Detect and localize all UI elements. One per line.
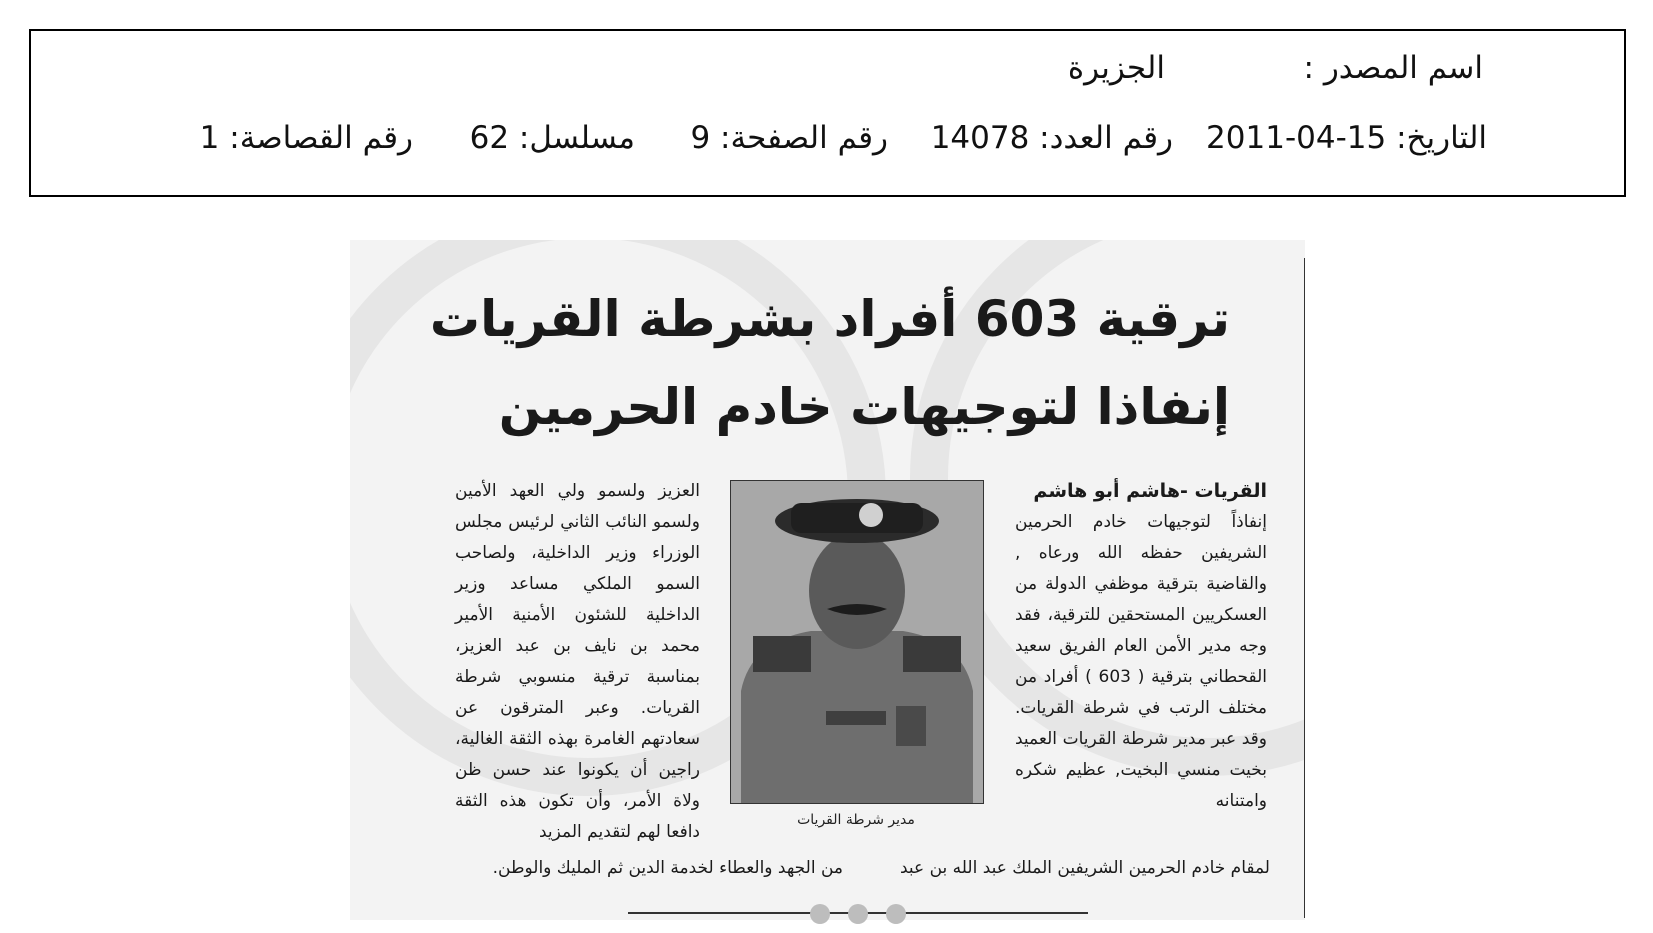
- serial-number: مسلسل: 62: [469, 120, 635, 156]
- closing-line-right: لمقام خادم الحرمين الشريفين الملك عبد الله بن عبد: [899, 858, 1270, 878]
- officer-portrait-icon: [731, 481, 983, 803]
- left-column-text: العزيز ولسمو ولي العهد الأمين ولسمو النائب الثاني لرئيس مجلس الوزراء وزير الداخلية، ولصاحب السمو الملكي مساعد وزير الداخلية للشئون الأمنية الأمير محمد بن نايف بن عبد العزيز، بمناسبة ترقية منسوبي شرطة القريات. وعبر المترقون عن سعادتهم الغامرة بهذه الثقة الغالية، راجين أن يكونوا عند حسن ظن ولاة الأمر، وأن تكون هذه الثقة دافعا لهم لتقديم المزيد: [455, 481, 700, 842]
- decorative-dot: [810, 904, 830, 924]
- date-field: التاريخ: 15-04-2011: [1206, 120, 1487, 156]
- closing-line-left: من الجهد والعطاء لخدمة الدين ثم المليك والوطن.: [492, 858, 843, 878]
- headline-line-1: ترقية 603 أفراد بشرطة القريات: [429, 290, 1230, 348]
- clip-edge-line: [1304, 258, 1305, 918]
- clip-number: رقم القصاصة: 1: [199, 120, 413, 156]
- right-column-text: إنفاذاً لتوجيهات خادم الحرمين الشريفين حفظه الله ورعاه , والقاضية بترقية موظفي الدولة من العسكريين المستحقين للترقية، فقد وجه مدير الأمن العام الفريق سعيد القحطاني بترقية ( 603 ) أفراد من مختلف الرتب في شرطة القريات. وقد عبر مدير شرطة القريات العميد بخيت منسي البخيت, عظيم شكره وامتنانه: [1015, 512, 1267, 811]
- officer-photo: [730, 480, 984, 804]
- source-label: اسم المصدر :: [1303, 50, 1483, 86]
- source-value: الجزيرة: [1067, 50, 1165, 86]
- headline-line-2: إنفاذا لتوجيهات خادم الحرمين: [498, 378, 1230, 436]
- page-number: رقم الصفحة: 9: [690, 120, 888, 156]
- article-right-column: [1015, 476, 1267, 817]
- photo-caption: مدير شرطة القريات: [797, 812, 915, 828]
- issue-number: رقم العدد: 14078: [930, 120, 1173, 156]
- byline: القريات -هاشم أبو هاشم: [1033, 480, 1267, 502]
- decorative-dot: [848, 904, 868, 924]
- decorative-dot: [886, 904, 906, 924]
